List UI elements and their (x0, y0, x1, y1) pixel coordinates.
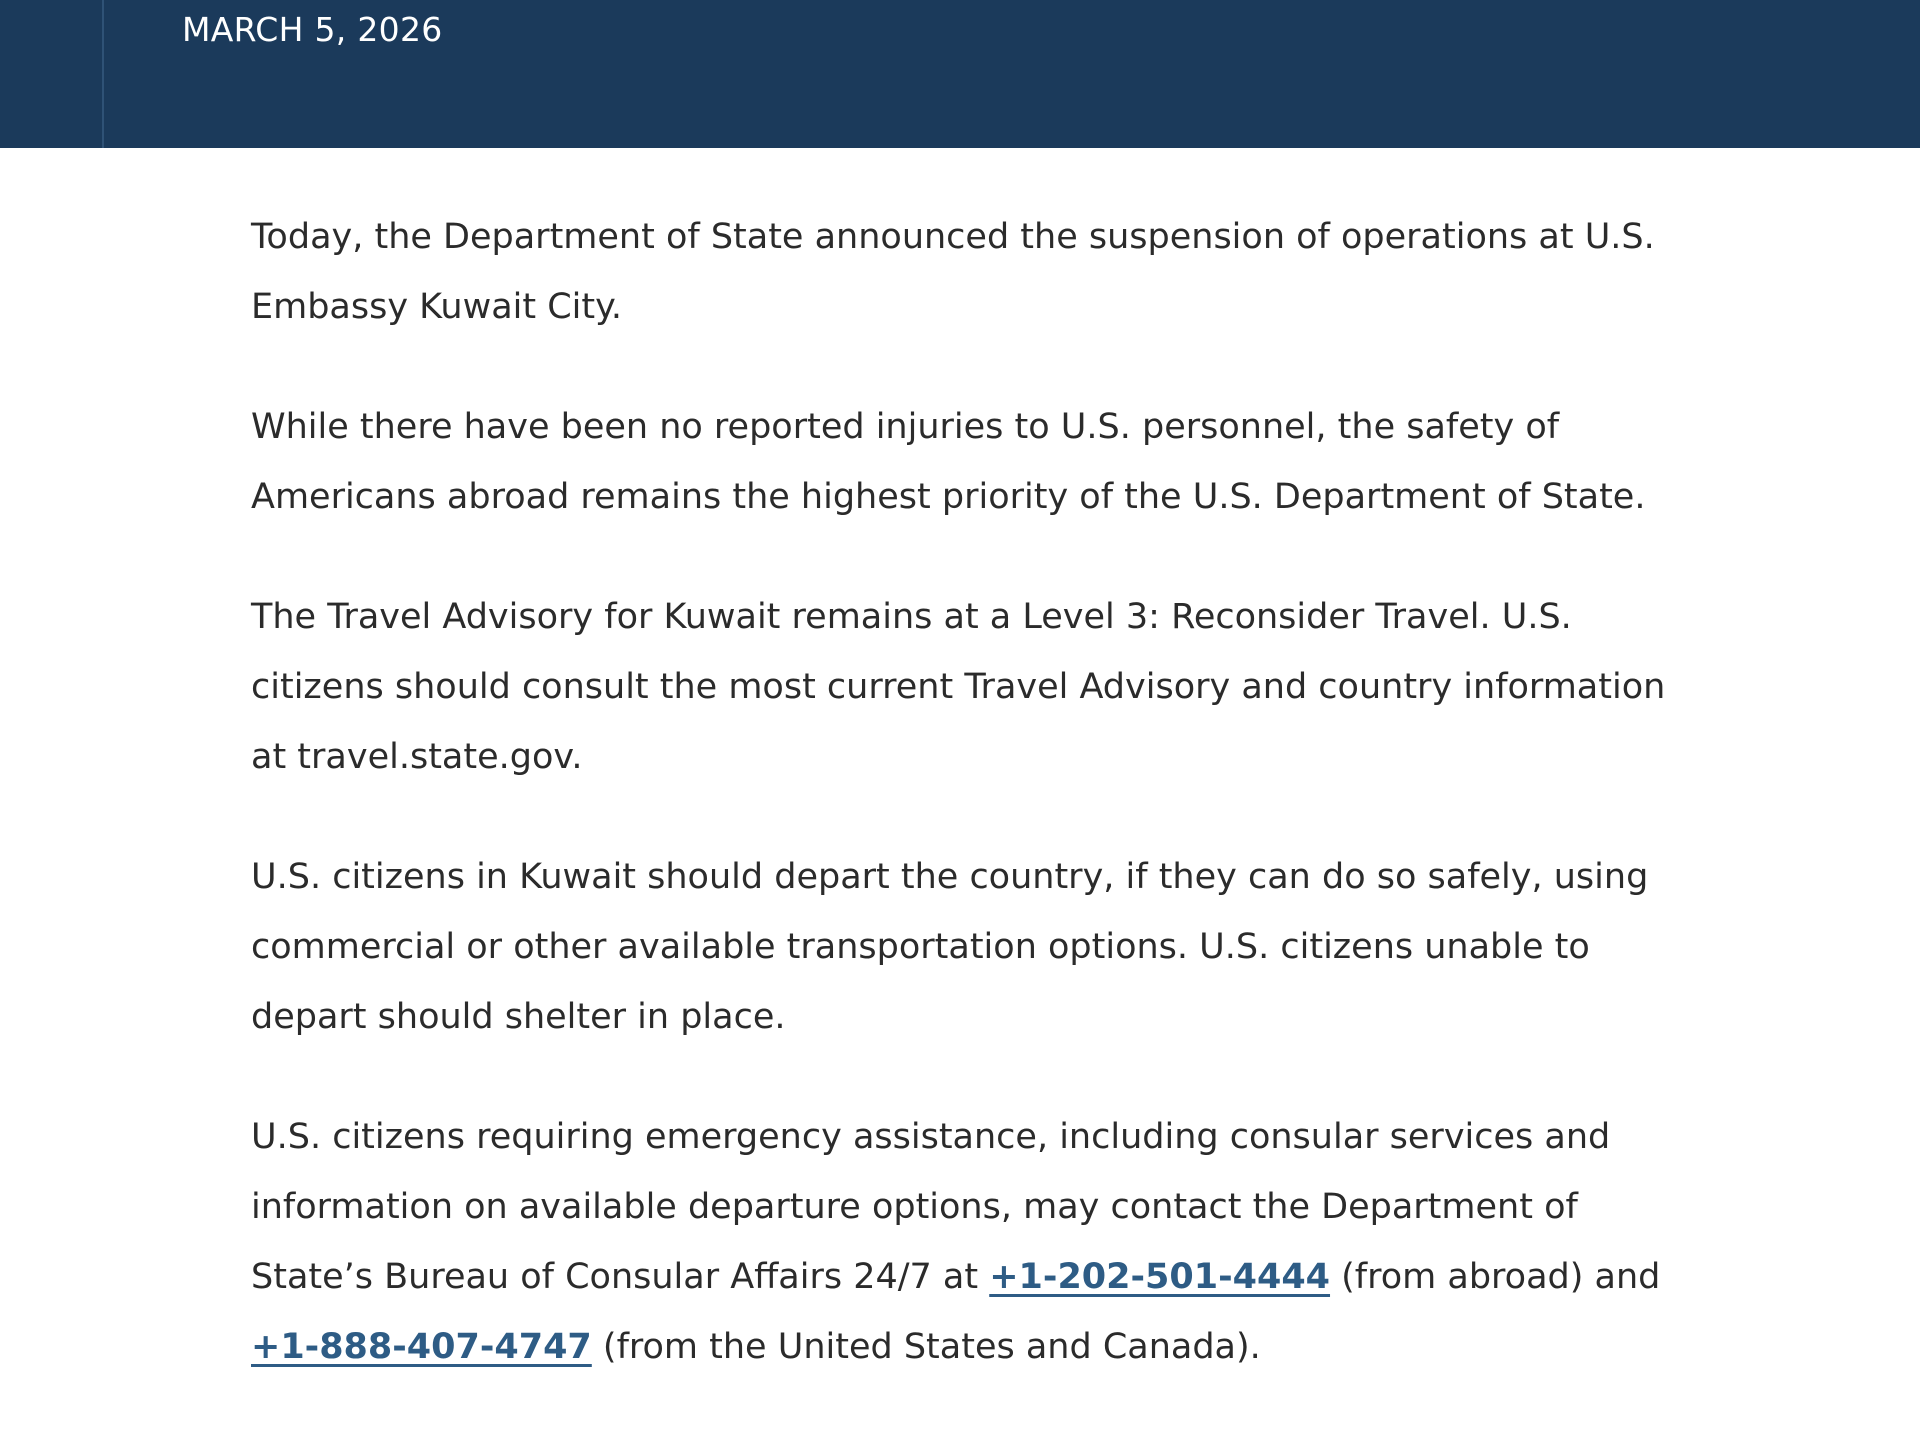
article-body (251, 202, 1671, 1432)
paragraph-5-text-middle: (from abroad) and (1330, 1257, 1661, 1297)
paragraph-4: U.S. citizens in Kuwait should depart the country, if they can do so safely, using commercial or other available transportation options. U.S. citizens unable to depart should shelter in place. (251, 857, 1649, 1037)
paragraph-5 (251, 1102, 1671, 1382)
paragraph-2: While there have been no reported injuries to U.S. personnel, the safety of Americans abroad remains the highest priority of the U.S. Department of State. (251, 407, 1646, 517)
phone-link-abroad[interactable]: +1-202-501-4444 (989, 1257, 1331, 1297)
header-banner (0, 0, 1920, 148)
paragraph-5-text-after: (from the United States and Canada). (591, 1327, 1261, 1367)
banner-divider (102, 0, 104, 148)
paragraph-5-text-before: U.S. citizens requiring emergency assistance, including consular services and information on available departure options, may contact the Department of State’s Bureau of Consular Affairs 24/7 at (251, 1117, 1611, 1297)
paragraph-1: Today, the Department of State announced the suspension of operations at U.S. Embassy Kuwait City. (251, 217, 1655, 327)
phone-link-domestic[interactable]: +1-888-407-4747 (251, 1327, 592, 1367)
publish-date: MARCH 5, 2026 (182, 10, 443, 49)
paragraph-3: The Travel Advisory for Kuwait remains at a Level 3: Reconsider Travel. U.S. citizens should consult the most current Travel Advisory and country information at travel.state.gov. (251, 597, 1666, 777)
